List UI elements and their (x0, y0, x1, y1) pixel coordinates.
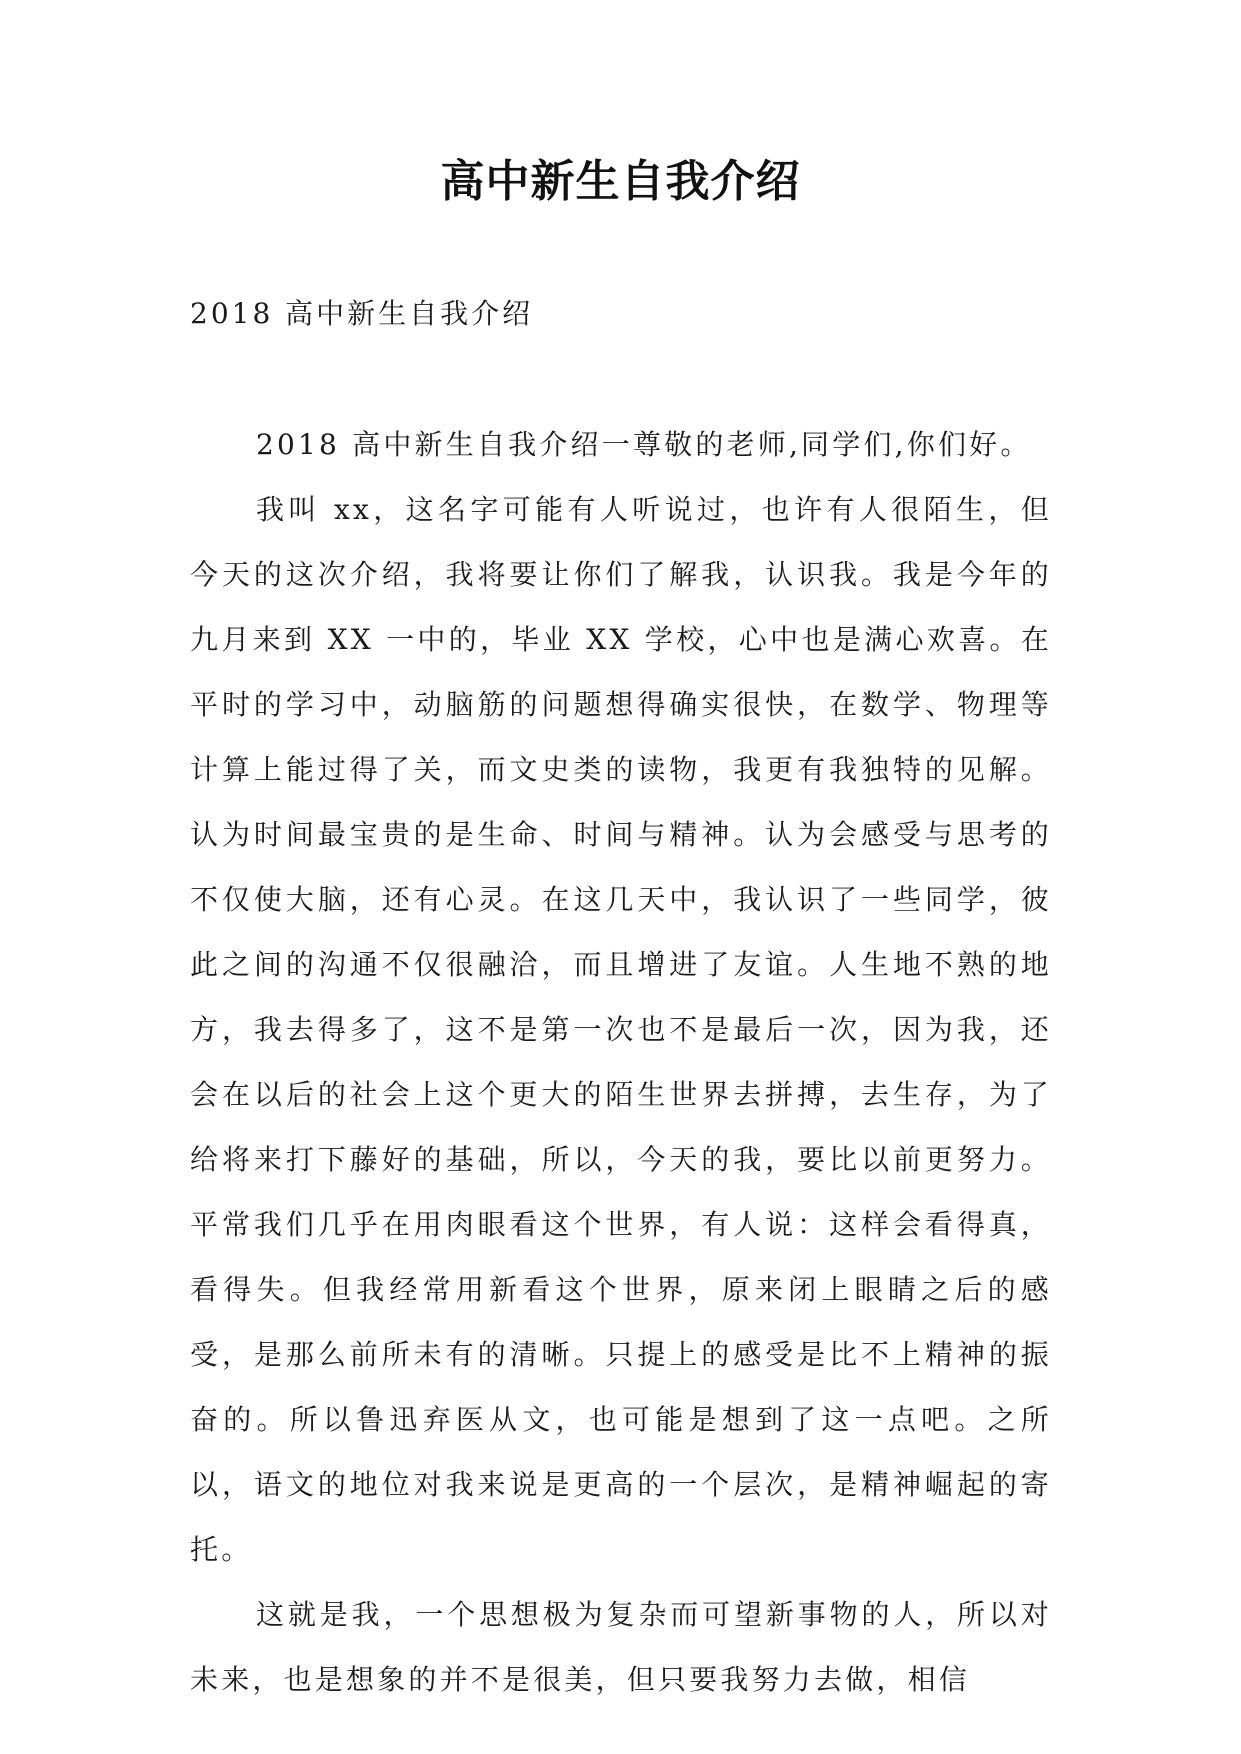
document-title: 高中新生自我介绍 (440, 156, 801, 207)
paragraph-introduction: 我叫 xx，这名字可能有人听说过，也许有人很陌生，但今天的这次介绍，我将要让你们了解我，认识我。我是今年的九月来到 XX 一中的，毕业 XX 学校，心中也是满心欢喜。在平时的学习中，动脑筋的问题想得确实很快，在数学、物理等计算上能过得了关，而文史类的读物，我更有我独特的见解。认为时间最宝贵的是生命、时间与精神。认为会感受与思考的不仅使大脑，还有心灵。在这几天中，我认识了一些同学，彼此之间的沟通不仅很融洽，而且增进了友谊。人生地不熟的地方，我去得多了，这不是第一次也不是最后一次，因为我，还会在以后的社会上这个更大的陌生世界去拼搏，去生存，为了给将来打下藤好的基础，所以，今天的我，要比以前更努力。平常我们几乎在用肉眼看这个世界，有人说：这样会看得真，看得失。但我经常用新看这个世界，原来闭上眼睛之后的感受，是那么前所未有的清晰。只提上的感受是比不上精神的振奋的。所以鲁迅弃医从文，也可能是想到了这一点吧。之所以，语文的地位对我来说是更高的一个层次，是精神崛起的寄托。 (190, 493, 1052, 1566)
document-body (190, 412, 1052, 1712)
document-subtitle: 2018 高中新生自我介绍 (190, 297, 534, 330)
paragraph-greeting: 2018 高中新生自我介绍一尊敬的老师,同学们,你们好。 (256, 428, 1032, 461)
paragraph-closing: 这就是我，一个思想极为复杂而可望新事物的人，所以对未来，也是想象的并不是很美，但只要我努力去做，相信 (190, 1598, 1052, 1696)
